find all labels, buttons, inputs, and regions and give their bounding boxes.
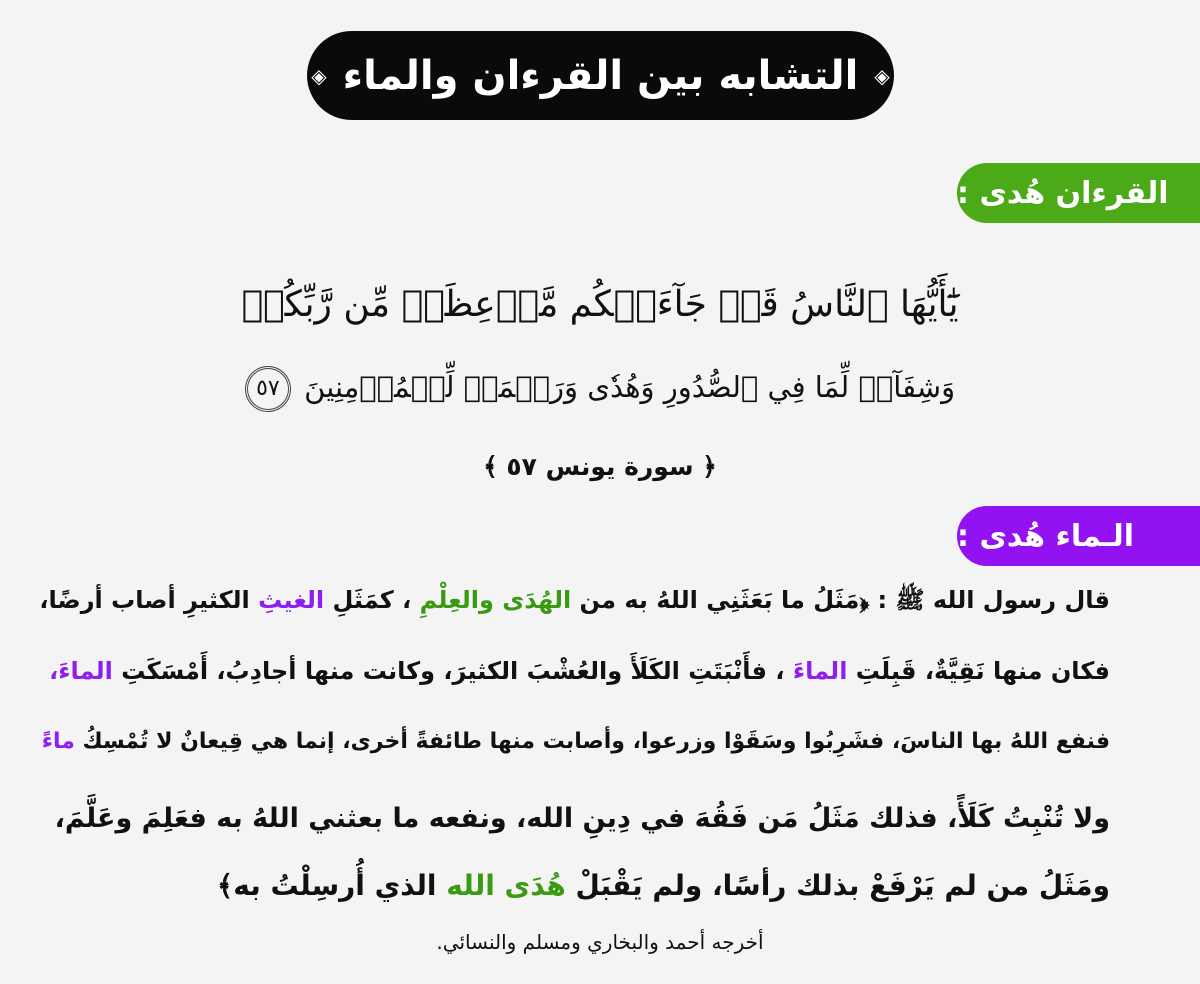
quran-guidance-tab: القرءان هُدى : [957, 163, 1200, 223]
highlight-water: الماءَ [792, 657, 848, 685]
highlight-rain: الغيثِ [258, 586, 325, 614]
ayah-number-marker: ٥٧ [245, 366, 291, 412]
diamond-ornament-icon: ◈ [874, 63, 890, 88]
highlight-water: الماءَ، [49, 657, 113, 685]
page-title [307, 31, 894, 120]
quran-verse-line-2 [240, 366, 960, 412]
water-guidance-tab: الـماء هُدى : [957, 506, 1200, 566]
highlight-guidance-knowledge: الهُدَى والعِلْمِ [419, 586, 572, 614]
hadith-line-4: ولا تُنْبِتُ كَلَأً، فذلك مَثَلُ مَن فَقُهَ في دِينِ الله، ونفعه ما بعثني اللهُ به فعَلِمَ وعَلَّمَ، [54, 803, 1110, 834]
verse-text: وَشِفَآءٞ لِّمَا فِي ٱلصُّدُورِ وَهُدٗى وَرَحۡمَةٞ لِّلۡمُؤۡمِنِينَ [304, 370, 956, 404]
highlight-water: ماءً [41, 729, 75, 754]
hadith-line-2: فكان منها نَقِيَّةٌ، قَبِلَتِ الماءَ ، فأَنْبَتَتِ الكَلَأَ والعُشْبَ الكثيرَ، وكانت منها أجادِبُ، أَمْسَكَتِ الماءَ، [49, 657, 1110, 685]
title-text: التشابه بين القرءان والماء [342, 52, 859, 99]
diamond-ornament-icon: ◈ [311, 63, 327, 88]
highlight-guidance-of-allah: هُدَى الله [446, 869, 566, 902]
hadith-line-1: قال رسول الله ﷺ : ﴿مَثَلُ ما بَعَثَنِي اللهُ به من الهُدَى والعِلْمِ ، كمَثَلِ الغيثِ الكثيرِ أصاب أرضًا، [39, 586, 1110, 614]
hadith-line-3: فنفع اللهُ بها الناسَ، فشَرِبُوا وسَقَوْا وزرعوا، وأصابت منها طائفةً أخرى، إنما هي قِيعانٌ لا تُمْسِكُ ماءً [41, 729, 1110, 754]
surah-reference: ﴿ سورة يونس ٥٧ ﴾ [483, 452, 717, 481]
hadith-line-5: ومَثَلُ من لم يَرْفَعْ بذلك رأسًا، ولم يَقْبَلْ هُدَى الله الذي أُرسِلْتُ به﴾ [216, 869, 1110, 902]
quran-verse-line-1: يَٰٓأَيُّهَا ٱلنَّاسُ قَدۡ جَآءَتۡكُم مَّوۡعِظَةٞ مِّن رَّبِّكُمۡ [241, 284, 959, 325]
hadith-source: أخرجه أحمد والبخاري ومسلم والنسائي. [436, 930, 764, 954]
